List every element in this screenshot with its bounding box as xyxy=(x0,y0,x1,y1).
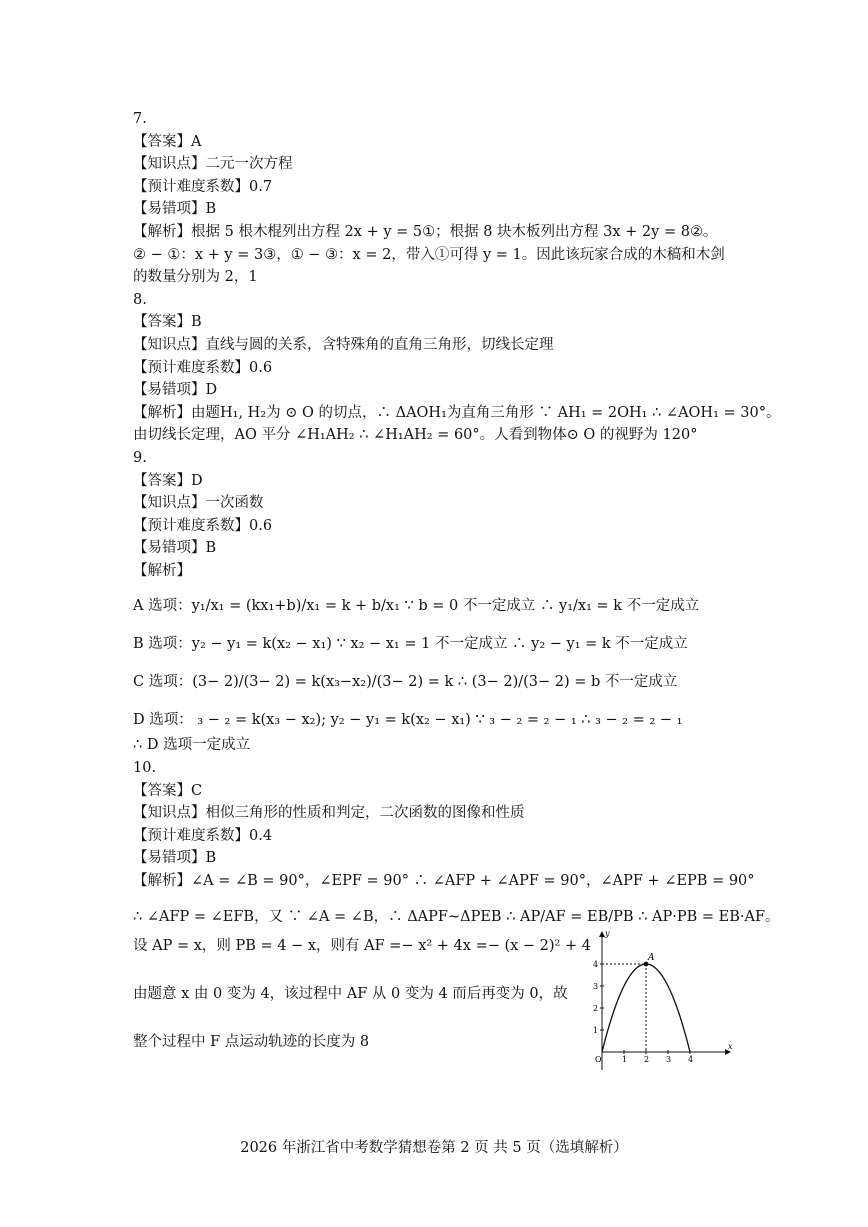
page-footer: 2026 年浙江省中考数学猜想卷第 2 页 共 5 页（选填解析） xyxy=(240,1140,628,1156)
parabola-graph xyxy=(590,928,740,1078)
q9-option-d-conclusion: ∴ D 选项一定成立 xyxy=(133,737,251,754)
q9-difficulty: 【预计难度系数】0.6 xyxy=(133,517,273,534)
q8-number: 8. xyxy=(133,291,147,308)
y-tick-label-4: 4 xyxy=(593,960,599,969)
y-tick-label-2: 2 xyxy=(593,1004,599,1013)
q7-analysis-2: ② − ①：x + y = 3③，① − ③：x = 2，带入①可得 y = 1。因此该玩家合成的木稿和木剑 xyxy=(133,246,725,263)
q9-option-d: D 选项： ₃ − ₂ = k(x₃ − x₂); y₂ − y₁ = k(x₂ − x₁) ∵ ₃ − ₂ = ₂ − ₁ ∴ ₃ − ₂ = ₂ − ₁ xyxy=(133,712,683,729)
q7-difficulty: 【预计难度系数】0.7 xyxy=(133,178,273,195)
q10-answer: 【答案】C xyxy=(133,782,203,799)
x-tick-label-3: 3 xyxy=(666,1055,672,1064)
point-a-label: A xyxy=(648,953,655,963)
q8-answer: 【答案】B xyxy=(133,314,202,331)
x-axis-label: x xyxy=(728,1042,733,1051)
q9-number: 9. xyxy=(133,449,147,466)
q9-option-c: C 选项：(3− 2)/(3− 2) = k(x₃−x₂)/(3− 2) = k ∴ (3− 2)/(3− 2) = b 不一定成立 xyxy=(133,674,678,691)
q8-wrong: 【易错项】D xyxy=(133,382,218,399)
q10-analysis-4: 由题意 x 由 0 变为 4，该过程中 AF 从 0 变为 4 而后再变为 0，故 xyxy=(133,986,568,1002)
q8-difficulty: 【预计难度系数】0.6 xyxy=(133,359,273,376)
y-axis-label: y xyxy=(605,929,610,938)
q7-wrong: 【易错项】B xyxy=(133,201,217,218)
q8-knowledge: 【知识点】直线与圆的关系，含特殊角的直角三角形，切线长定理 xyxy=(133,336,554,353)
q9-analysis: 【解析】 xyxy=(133,562,191,579)
q10-difficulty: 【预计难度系数】0.4 xyxy=(133,827,273,844)
q7-analysis-1: 【解析】根据 5 根木棍列出方程 2x + y = 5①；根据 8 块木板列出方程 3x + 2y = 8②。 xyxy=(133,223,718,240)
q10-analysis-1: 【解析】∠A = ∠B = 90°，∠EPF = 90° ∴ ∠AFP + ∠APF = 90°，∠APF + ∠EPB = 90° xyxy=(133,873,755,890)
q7-knowledge: 【知识点】二元一次方程 xyxy=(133,156,293,173)
q8-analysis-2: 由切线长定理，AO 平分 ∠H₁AH₂ ∴ ∠H₁AH₂ = 60°。人看到物体⊙ O 的视野为 120° xyxy=(133,427,698,444)
q7-answer: 【答案】A xyxy=(133,133,202,150)
q10-analysis-5: 整个过程中 F 点运动轨迹的长度为 8 xyxy=(133,1034,370,1050)
q9-option-a: A 选项：y₁/x₁ = (kx₁+b)/x₁ = k + b/x₁ ∵ b = 0 不一定成立 ∴ y₁/x₁ = k 不一定成立 xyxy=(133,598,700,615)
x-tick-label-2: 2 xyxy=(644,1055,650,1064)
q9-answer: 【答案】D xyxy=(133,472,203,489)
parabola-graph-svg xyxy=(590,928,740,1078)
q10-analysis-2: ∴ ∠AFP = ∠EFB，又 ∵ ∠A = ∠B，∴ ΔAPF∼ΔPEB ∴ AP/AF = EB/PB ∴ AP·PB = EB·AF。 xyxy=(133,908,780,925)
q10-analysis-3: 设 AP = x，则 PB = 4 − x，则有 AF =− x² + 4x =− (x − 2)² + 4 xyxy=(133,938,591,954)
q9-option-b: B 选项：y₂ − y₁ = k(x₂ − x₁) ∵ x₂ − x₁ = 1 不一定成立 ∴ y₂ − y₁ = k 不一定成立 xyxy=(133,636,688,653)
q10-wrong: 【易错项】B xyxy=(133,850,217,867)
q10-knowledge: 【知识点】相似三角形的性质和判定，二次函数的图像和性质 xyxy=(133,805,525,822)
q10-text-block xyxy=(133,930,591,1074)
content-area xyxy=(133,108,781,931)
y-tick-label-1: 1 xyxy=(593,1026,599,1035)
origin-label: O xyxy=(595,1055,602,1064)
q10-number: 10. xyxy=(133,760,157,777)
q8-analysis-1: 【解析】由题H₁, H₂为 ⊙ O 的切点，∴ ΔAOH₁为直角三角形 ∵ AH₁ = 2OH₁ ∴ ∠AOH₁ = 30°。 xyxy=(133,404,781,421)
q7-analysis-3: 的数量分别为 2，1 xyxy=(133,269,258,286)
q7-number: 7. xyxy=(133,111,147,127)
q9-wrong: 【易错项】B xyxy=(133,540,217,557)
y-tick-label-3: 3 xyxy=(593,982,599,991)
x-tick-label-4: 4 xyxy=(688,1055,694,1064)
x-tick-label-1: 1 xyxy=(622,1055,628,1064)
q9-knowledge: 【知识点】一次函数 xyxy=(133,495,264,512)
